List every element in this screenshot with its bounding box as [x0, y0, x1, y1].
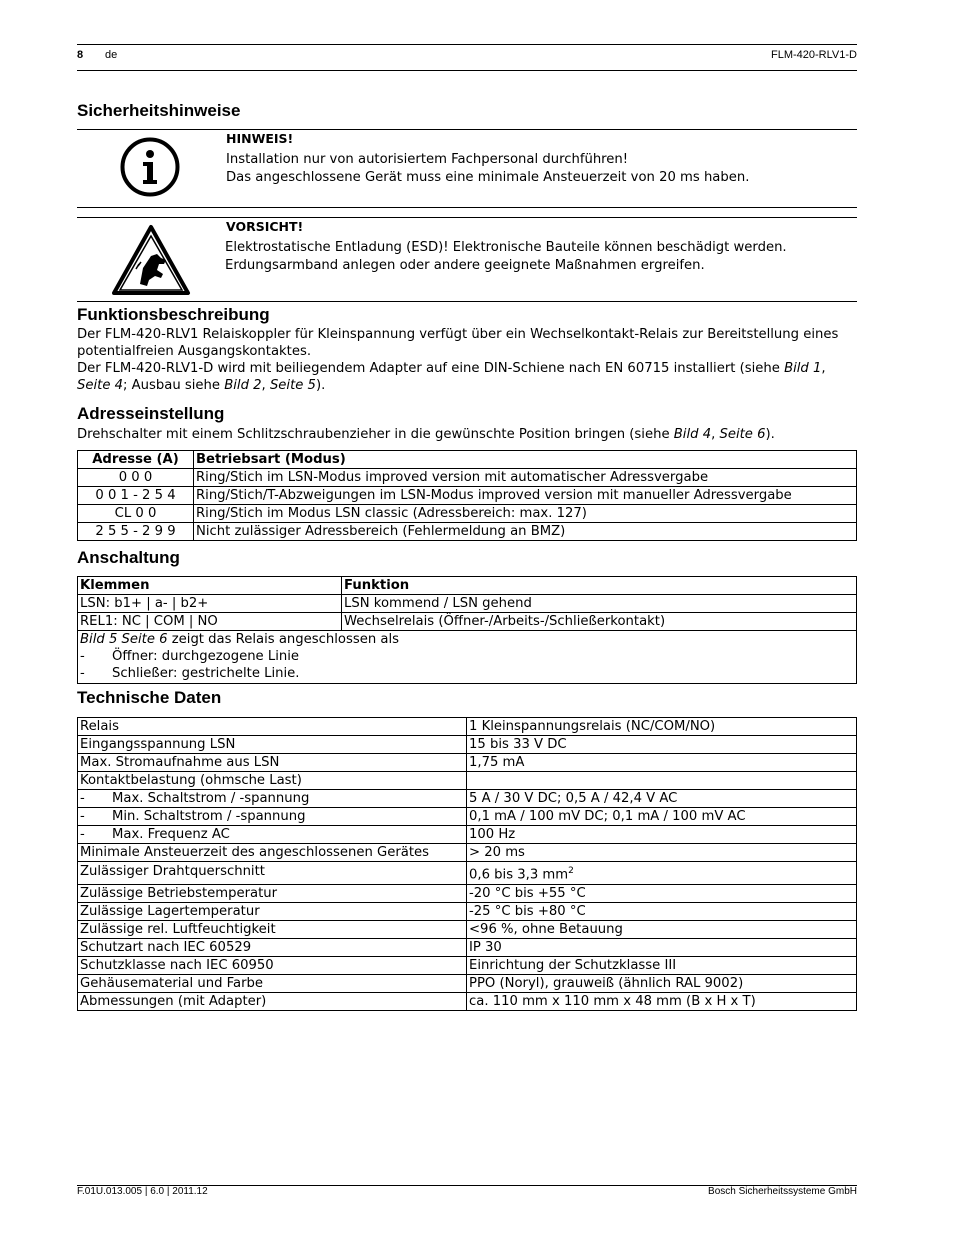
function-paragraph-2-line-1: Der FLM-420-RLV1-D wird mit beiliegendem Adapter auf eine DIN-Schiene nach EN 60715 installiert (siehe Bild 1,: [77, 361, 826, 376]
spec-value: 0,1 mA / 100 mV DC; 0,1 mA / 100 mV AC: [467, 808, 857, 826]
header-rule-bottom: [77, 70, 857, 71]
spec-label: Zulässige Lagertemperatur: [78, 903, 467, 921]
table-row: [78, 903, 857, 921]
spec-value: 0,6 bis 3,3 $mm^2$: [467, 862, 857, 885]
function-paragraph-2-line-2: Seite 4; Ausbau siehe Bild 2, Seite 5).: [77, 378, 326, 393]
spec-label: Max. Stromaufnahme aus LSN: [78, 754, 467, 772]
table-row: [78, 939, 857, 957]
address-intro: Drehschalter mit einem Schlitzschraubenzieher in die gewünschte Position bringen (siehe Bild 4, Seite 6).: [77, 427, 775, 442]
spec-label: Minimale Ansteuerzeit des angeschlossenen Gerätes: [78, 844, 467, 862]
page-reference: Seite 6: [719, 427, 766, 442]
function-paragraph-1-line-2: potentialfreien Ausgangskontaktes.: [77, 344, 312, 359]
spec-value: > 20 ms: [467, 844, 857, 862]
spec-value: 15 bis 33 V DC: [467, 736, 857, 754]
table-row: [78, 790, 857, 808]
table-row: [78, 523, 857, 541]
column-header-mode: Betriebsart (Modus): [194, 451, 857, 469]
column-header-address: Adresse (A): [78, 451, 194, 469]
notice-line-2: Das angeschlossene Gerät muss eine minimale Ansteuerzeit von 20 ms haben.: [226, 170, 750, 185]
table-row: [78, 487, 857, 505]
figure-reference: Bild 1: [784, 361, 822, 376]
table-row: [78, 993, 857, 1011]
spec-value: IP 30: [467, 939, 857, 957]
table-row: [78, 754, 857, 772]
spec-label: Kontaktbelastung (ohmsche Last): [78, 772, 467, 790]
notice-rule-top: [77, 129, 857, 130]
table-header-row: [78, 577, 857, 595]
spec-label: Zulässige rel. Luftfeuchtigkeit: [78, 921, 467, 939]
specs-table: [77, 717, 857, 1011]
spec-label: Gehäusematerial und Farbe: [78, 975, 467, 993]
table-header-row: [78, 451, 857, 469]
page-reference: Seite 5: [269, 378, 316, 393]
notice-rule-bottom: [77, 207, 857, 208]
mode-cell: Ring/Stich/T-Abzweigungen im LSN-Modus improved version mit manueller Adressvergabe: [194, 487, 857, 505]
notice-title: HINWEIS!: [226, 131, 294, 146]
function-cell: LSN kommend / LSN gehend: [342, 595, 857, 613]
address-cell: 0 0 1 - 2 5 4: [78, 487, 194, 505]
header-rule-top: [77, 44, 857, 45]
footer-company: Bosch Sicherheitssysteme GmbH: [708, 1186, 857, 1197]
column-header-terminals: Klemmen: [78, 577, 342, 595]
spec-label: - Min. Schaltstrom / -spannung: [78, 808, 467, 826]
list-item: - Öffner: durchgezogene Linie: [80, 649, 300, 664]
figure-reference: Bild 2: [224, 378, 262, 393]
address-table: [77, 450, 857, 541]
spec-label: Schutzklasse nach IEC 60950: [78, 957, 467, 975]
table-row: [78, 718, 857, 736]
function-cell: Wechselrelais (Öffner-/Arbeits-/Schließerkontakt): [342, 613, 857, 631]
spec-value: [467, 772, 857, 790]
spec-value: -20 °C bis +55 °C: [467, 885, 857, 903]
notice-line-1: Installation nur von autorisiertem Fachpersonal durchführen!: [226, 152, 629, 167]
list-item: - Schließer: gestrichelte Linie.: [80, 666, 300, 681]
spec-value: ca. 110 mm x 110 mm x 48 mm (B x H x T): [467, 993, 857, 1011]
table-row: [78, 844, 857, 862]
function-paragraph-1-line-1: Der FLM-420-RLV1 Relaiskoppler für Kleinspannung verfügt über ein Wechselkontakt-Relais zur Bereitstellung eines: [77, 327, 839, 342]
mode-cell: Nicht zulässiger Adressbereich (Fehlermeldung an BMZ): [194, 523, 857, 541]
spec-value: PPO (Noryl), grauweiß (ähnlich RAL 9002): [467, 975, 857, 993]
spec-label: - Max. Schaltstrom / -spannung: [78, 790, 467, 808]
caution-line-2: Erdungsarmband anlegen oder andere geeignete Maßnahmen ergreifen.: [225, 258, 705, 273]
address-cell: 2 5 5 - 2 9 9: [78, 523, 194, 541]
mode-cell: Ring/Stich im LSN-Modus improved version mit automatischer Adressvergabe: [194, 469, 857, 487]
page-number: 8: [77, 49, 84, 61]
table-row: [78, 736, 857, 754]
spec-value: 100 Hz: [467, 826, 857, 844]
info-icon: [119, 136, 181, 198]
connection-heading: Anschaltung: [77, 548, 180, 567]
spec-value: 1,75 mA: [467, 754, 857, 772]
caution-title: VORSICHT!: [226, 219, 304, 234]
esd-warning-icon: [111, 224, 191, 296]
spec-label: Abmessungen (mit Adapter): [78, 993, 467, 1011]
terminal-cell: LSN: b1+ | a- | b2+: [78, 595, 342, 613]
caution-rule-bottom: [77, 301, 857, 302]
spec-value: Einrichtung der Schutzklasse III: [467, 957, 857, 975]
address-cell: CL 0 0: [78, 505, 194, 523]
table-row: [78, 826, 857, 844]
table-note-row: [78, 631, 857, 684]
footer-document-info: F.01U.013.005 | 6.0 | 2011.12: [77, 1186, 208, 1197]
table-row: [78, 885, 857, 903]
spec-value: 1 Kleinspannungsrelais (NC/COM/NO): [467, 718, 857, 736]
spec-value: <96 %, ohne Betauung: [467, 921, 857, 939]
spec-label: Schutzart nach IEC 60529: [78, 939, 467, 957]
table-row: [78, 613, 857, 631]
spec-label: Zulässige Betriebstemperatur: [78, 885, 467, 903]
mode-cell: Ring/Stich im Modus LSN classic (Adressbereich: max. 127): [194, 505, 857, 523]
table-row: [78, 921, 857, 939]
table-row: [78, 505, 857, 523]
specs-heading: Technische Daten: [77, 688, 222, 707]
safety-heading: Sicherheitshinweise: [77, 101, 241, 120]
spec-value: 5 A / 30 V DC; 0,5 A / 42,4 V AC: [467, 790, 857, 808]
spec-label: Zulässiger Drahtquerschnitt: [78, 862, 467, 885]
document-id: FLM-420-RLV1-D: [771, 49, 857, 61]
table-row: [78, 469, 857, 487]
caution-rule-top: [77, 217, 857, 218]
terminal-cell: REL1: NC | COM | NO: [78, 613, 342, 631]
table-row: [78, 595, 857, 613]
connection-note-cell: [78, 631, 857, 684]
page-reference: Seite 4: [77, 378, 124, 393]
spec-label: Eingangsspannung LSN: [78, 736, 467, 754]
caution-line-1: Elektrostatische Entladung (ESD)! Elektronische Bauteile können beschädigt werden.: [225, 240, 787, 255]
connection-table: [77, 576, 857, 684]
address-heading: Adresseinstellung: [77, 404, 225, 423]
figure-reference: Bild 5 Seite 6: [80, 632, 168, 647]
address-cell: 0 0 0: [78, 469, 194, 487]
figure-reference: Bild 4: [673, 427, 712, 442]
table-row: [78, 772, 857, 790]
table-row: [78, 957, 857, 975]
table-row: [78, 808, 857, 826]
language-code: de: [105, 49, 118, 61]
table-row: [78, 975, 857, 993]
spec-label: Relais: [78, 718, 467, 736]
spec-value: -25 °C bis +80 °C: [467, 903, 857, 921]
spec-label: - Max. Frequenz AC: [78, 826, 467, 844]
column-header-function: Funktion: [342, 577, 857, 595]
table-row: [78, 862, 857, 885]
function-heading: Funktionsbeschreibung: [77, 305, 270, 324]
connection-note: Bild 5 Seite 6 zeigt das Relais angeschlossen als: [80, 632, 399, 647]
